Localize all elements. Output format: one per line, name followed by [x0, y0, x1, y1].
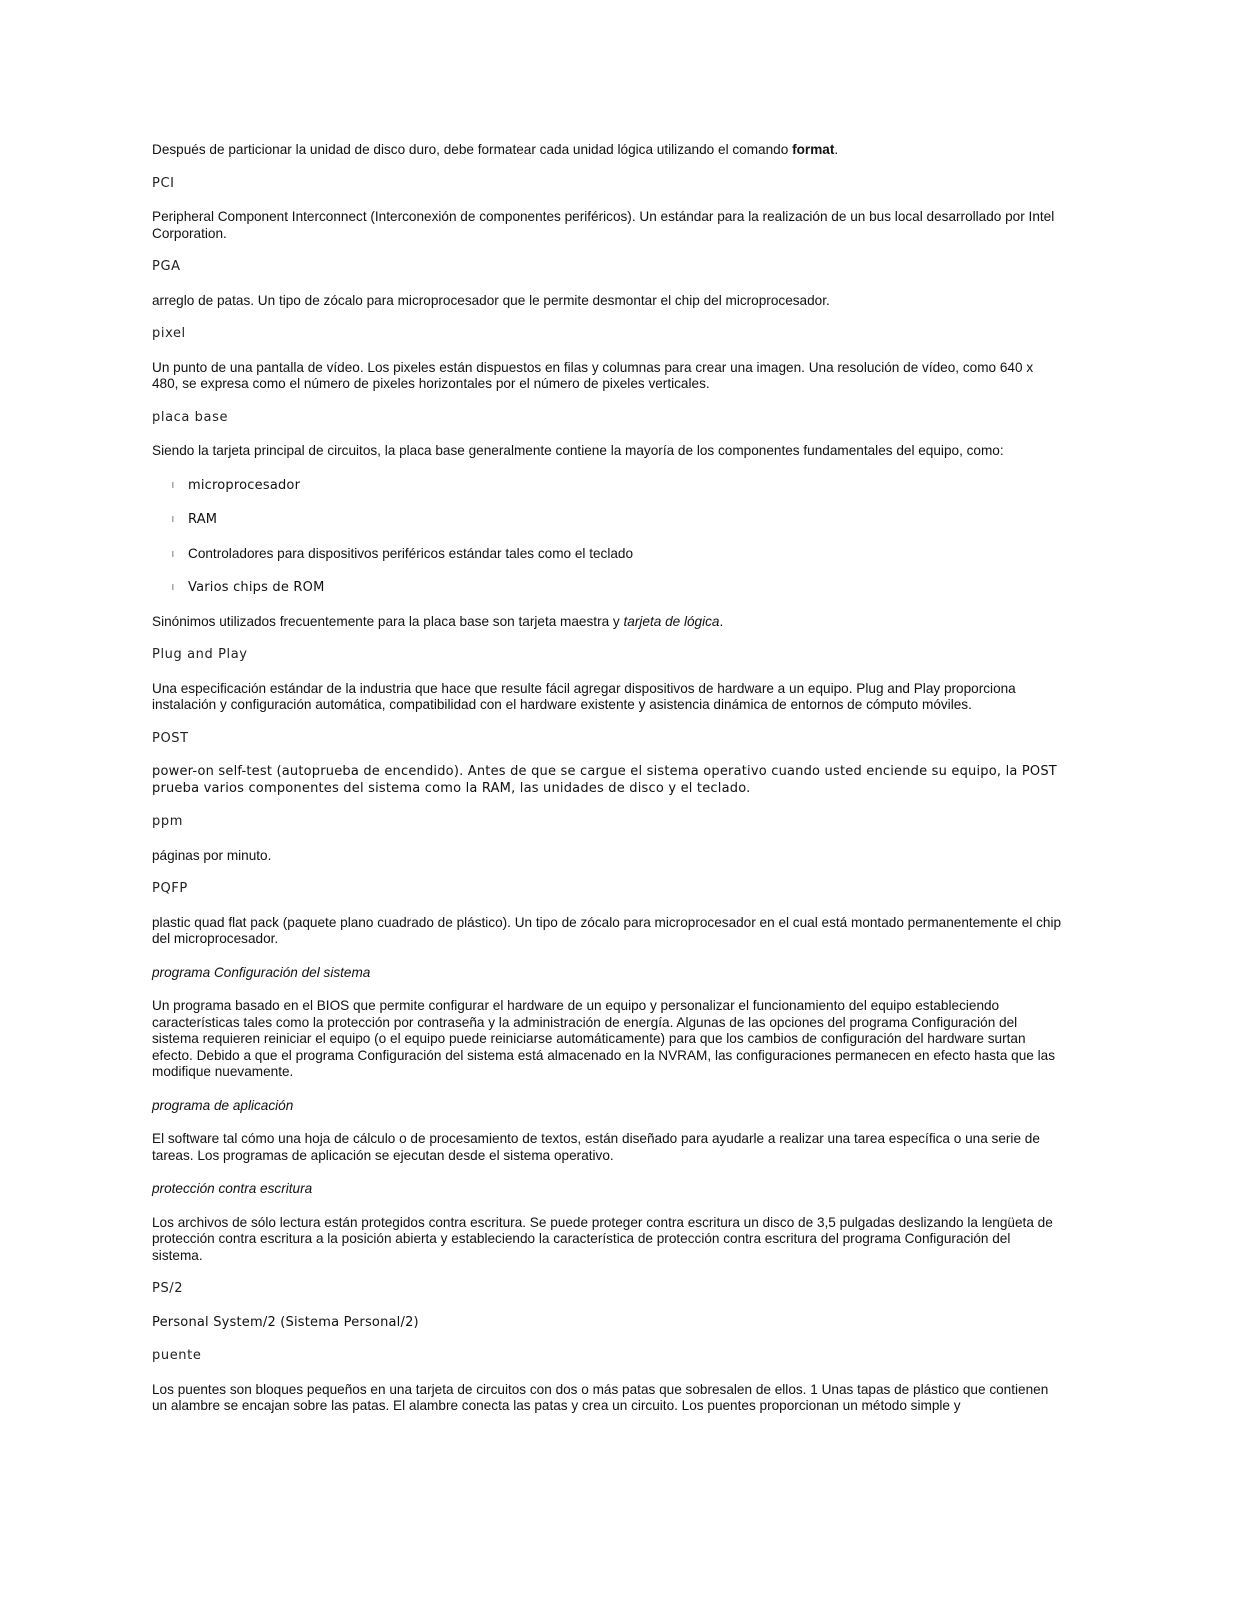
term-puente: puente [152, 1348, 202, 1363]
list-item: l RAM [172, 512, 218, 527]
definition-ppm: páginas por minuto. [152, 847, 272, 863]
bullet-icon: l [172, 480, 174, 490]
definition-placa-base: Siendo la tarjeta principal de circuitos, la placa base generalmente contiene la mayoría de los componentes fundamentales del equipo, como: [152, 443, 1004, 458]
term-proteccion-escritura: protección contra escritura [152, 1181, 313, 1196]
definition-pqfp: plastic quad flat pack (paquete plano cuadrado de plástico). Un tipo de zócalo para microprocesador en el cual está montado permanentemente el chip del microprocesador. [152, 914, 1062, 946]
definition-proteccion-escritura: Los archivos de sólo lectura están protegidos contra escritura. Se puede proteger contra escritura un disco de 3,5 pulgadas deslizando la lengüeta de protección contra escritura a la posición abierta y estableciendo la característica de protección contra escritura del programa Configuración del sistema. [152, 1214, 1053, 1263]
term-pqfp: PQFP [152, 881, 188, 896]
term-ps2: PS/2 [152, 1281, 184, 1296]
definition-programa-aplicacion: El software tal cómo una hoja de cálculo o de procesamiento de textos, están diseñado para ayudarle a realizar una tarea específica o una serie de tareas. Los programas de aplicación se ejecutan desde el sistema operativo. [152, 1131, 1040, 1163]
definition-post: power-on self-test (autoprueba de encendido). Antes de que se cargue el sistema operativo cuando usted enciende su equipo, la POST prueba varios componentes del sistema como la RAM, las unidades de disco y el teclado. [152, 764, 1057, 796]
bullet-icon: l [172, 549, 174, 559]
list-item: l microprocesador [172, 477, 301, 493]
term-programa-configuracion: programa Configuración del sistema [152, 964, 371, 980]
definition-pga: arreglo de patas. Un tipo de zócalo para microprocesador que le permite desmontar el chip del microprocesador. [152, 292, 830, 308]
definition-ps2: Personal System/2 (Sistema Personal/2) [152, 1314, 419, 1330]
term-post: POST [152, 730, 189, 746]
synonyms-paragraph: Sinónimos utilizados frecuentemente para la placa base son tarjeta maestra y tarjeta de lógica. [152, 613, 724, 629]
document-page [152, 142, 1062, 1432]
definition-pixel: Un punto de una pantalla de vídeo. Los pixeles están dispuestos en filas y columnas para crear una imagen. Una resolución de vídeo, como 640 x 480, se expresa como el número de pixeles horizontales por el número de pixeles verticales. [152, 359, 1034, 391]
term-pci: PCI [152, 175, 175, 191]
format-command: format [792, 142, 835, 157]
definition-pci: Peripheral Component Interconnect (Interconexión de componentes periféricos). Un estándar para la realización de un bus local desarrollado por Intel Corporation. [152, 209, 1055, 241]
format-intro-paragraph: Después de particionar la unidad de disco duro, debe formatear cada unidad lógica utilizando el comando format. [152, 142, 839, 157]
term-pixel: pixel [152, 326, 186, 341]
bullet-icon: l [172, 583, 174, 592]
definition-plug-and-play: Una especificación estándar de la industria que hace que resulte fácil agregar dispositivos de hardware a un equipo. Plug and Play proporciona instalación y configuración automática, compatibilidad con el hardware existente y asistencia dinámica de entornos de cómputo móviles. [152, 680, 1016, 712]
term-plug-and-play: Plug and Play [152, 647, 248, 662]
term-programa-aplicacion: programa de aplicación [152, 1097, 294, 1113]
components-list [152, 477, 1062, 597]
bullet-icon: l [172, 515, 174, 524]
definition-puente: Los puentes son bloques pequeños en una tarjeta de circuitos con dos o más patas que sobresalen de ellos. 1 Unas tapas de plástico que contienen un alambre se encajan sobre las patas. El alambre conecta las patas y crea un circuito. Los puentes proporcionan un método simple y [152, 1381, 1049, 1413]
definition-programa-configuracion: Un programa basado en el BIOS que permite configurar el hardware de un equipo y personalizar el funcionamiento del equipo estableciendo características tales como la protección por contraseña y la administración de energía. Algunas de las opciones del programa Configuración del sistema requieren reiniciar el equipo (o el equipo puede reiniciarse automáticamente) para que los cambios de configuración del hardware surtan efecto. Debido a que el programa Configuración del sistema está almacenado en la NVRAM, las configuraciones permanecen en efecto hasta que las modifique nuevamente. [152, 998, 1056, 1079]
term-placa-base: placa base [152, 409, 229, 425]
list-item: l Controladores para dispositivos periféricos estándar tales como el teclado [172, 546, 1062, 563]
list-item: l Varios chips de ROM [172, 580, 325, 595]
term-pga: PGA [152, 259, 181, 274]
term-ppm: ppm [152, 814, 183, 829]
